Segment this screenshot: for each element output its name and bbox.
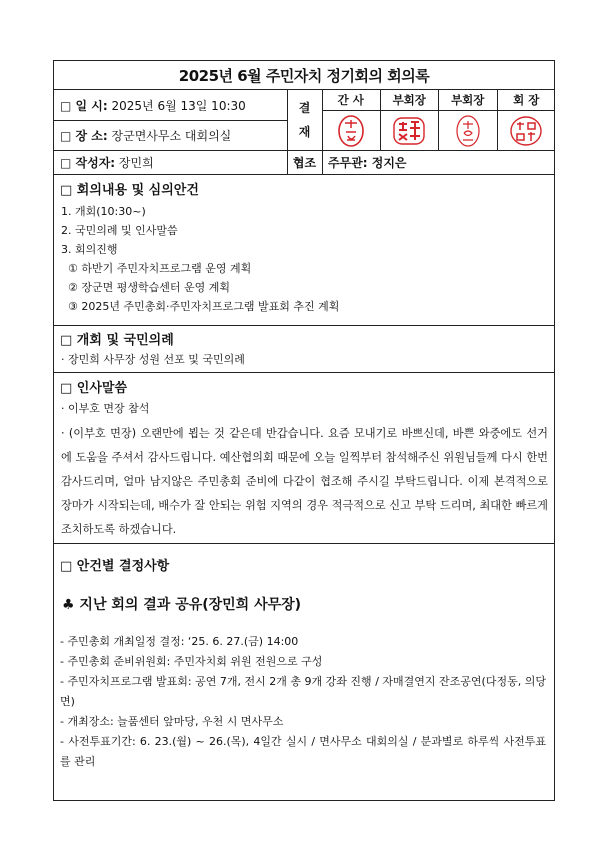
author-value: 장민희 xyxy=(118,156,154,170)
header-block xyxy=(54,90,554,175)
role-chair: 회 장 xyxy=(513,93,540,107)
seal-stamp-icon xyxy=(508,114,544,148)
opening-title: □ 개회 및 국민의례 xyxy=(60,332,174,348)
place-value: 장군면사무소 대회의실 xyxy=(111,129,232,143)
decisions-section xyxy=(54,544,554,777)
decision-item: - 개최장소: 늘품센터 앞마당, 우천 시 면사무소 xyxy=(60,715,284,728)
opening-section xyxy=(54,326,554,373)
document-title: 2025년 6월 주민자치 정기회의 회의록 xyxy=(54,61,554,90)
decisions-title: □ 안건별 결정사항 xyxy=(60,558,170,574)
agenda-subitem: ③ 2025년 주민총회·주민자치프로그램 발표회 추진 계획 xyxy=(68,300,340,313)
role-secretary: 간 사 xyxy=(322,90,381,110)
agenda-subitem: ① 하반기 주민자치프로그램 운영 계획 xyxy=(68,262,252,275)
stamp-cell-3 xyxy=(439,111,498,150)
decision-item: - 사전투표기간: 6. 23.(월) ~ 26.(목), 4일간 실시 / 면사무소 대회의실 / 분과별로 하루씩 사전투표를 관리 xyxy=(60,735,546,768)
stamp-cell-2 xyxy=(381,111,440,150)
agenda-subitem: ② 장군면 평생학습센터 운영 계획 xyxy=(68,281,230,294)
decision-item: - 주민총회 준비위원회: 주민자치회 위원 전원으로 구성 xyxy=(60,655,323,668)
role-vice-chair-2: 부회장 xyxy=(439,90,498,110)
place-label: □ 장 소: xyxy=(60,129,108,143)
date-label: □ 일 시: xyxy=(60,98,108,113)
agenda-section xyxy=(54,175,554,326)
date-value: 2025년 6월 13일 10:30 xyxy=(111,98,246,113)
stamp-cell-1 xyxy=(322,111,381,150)
decision-item: - 주민총회 개최일정 결정: ‘25. 6. 27.(금) 14:00 xyxy=(60,635,299,648)
cooperation-label: 협조 xyxy=(292,155,317,170)
seal-stamp-icon xyxy=(454,114,482,148)
place-row xyxy=(54,121,287,150)
date-row xyxy=(54,90,287,120)
last-meeting-title: ♣ 지난 회의 결과 공유(장민희 사무장) xyxy=(62,597,302,613)
approval-table xyxy=(322,90,555,150)
agenda-item: 3. 회의진행 xyxy=(61,243,118,256)
role-vice-chair-1: 부회장 xyxy=(381,90,440,110)
seal-stamp-icon xyxy=(336,114,366,148)
greeting-speech: · (이부호 면장) 오랜만에 뵙는 것 같은데 반갑습니다. 요즘 모내기로 바쁘신데, 바쁜 와중에도 선거에 도움을 주셔서 감사드립니다. 예산협의회 때문에 오늘 일찍부터 참석해주신 위원님들께 다시 한번 감사드리며, 얼마 남지않은 주민총회 준비에 다같이 협조해 주시길 부탁드립니다. 이제 본격적으로 장마가 시작되는데, 배수가 잘 안되는 위험 지역의 경우 적극적으로 신고 부탁 드리며, 최대한 빠르게 조치하도록 하겠습니다. xyxy=(61,427,548,536)
approval-char-2: 재 xyxy=(298,125,311,139)
approval-char-1: 결 xyxy=(298,101,311,115)
approval-label xyxy=(287,90,322,150)
seal-stamp-icon xyxy=(391,114,427,148)
author-label: □ 작성자: xyxy=(60,156,116,170)
greeting-section xyxy=(54,373,554,544)
opening-item: · 장민희 사무장 성원 선포 및 국민의례 xyxy=(61,353,245,366)
cooperation-value: 주무관: 정지은 xyxy=(328,155,407,170)
decision-item: - 주민자치프로그램 발표회: 공연 7개, 전시 2개 총 9개 강좌 진행 / 자매결연지 잔조공연(다정동, 의당면) xyxy=(60,675,546,708)
greeting-title: □ 인사말씀 xyxy=(60,380,128,396)
greeting-attendee: · 이부호 면장 참석 xyxy=(61,402,150,415)
minutes-page xyxy=(53,60,555,801)
agenda-item: 1. 개회(10:30~) xyxy=(61,205,146,218)
stamp-cell-4 xyxy=(498,111,556,150)
agenda-title: □ 회의내용 및 심의안건 xyxy=(60,183,199,198)
agenda-item: 2. 국민의례 및 인사말씀 xyxy=(61,224,178,237)
author-row xyxy=(54,151,287,174)
